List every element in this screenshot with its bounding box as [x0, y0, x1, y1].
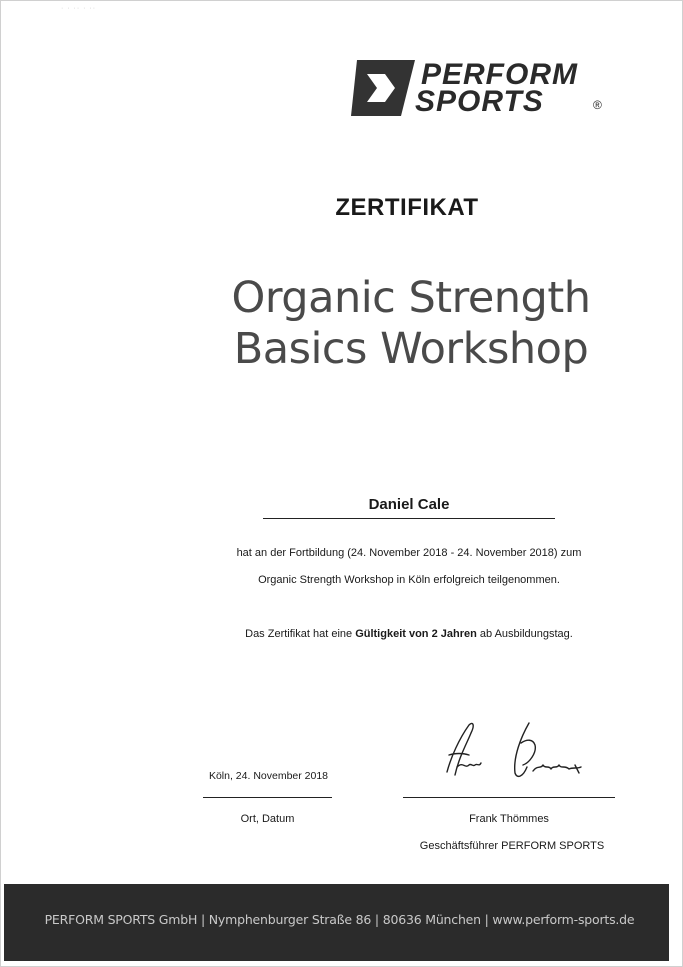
footer-bar: [4, 884, 669, 961]
certificate-title: ZERTIFIKAT: [335, 194, 479, 221]
chevron-arrow-logo-icon: [349, 58, 419, 118]
place-date-label: Ort, Datum: [240, 813, 295, 825]
registered-mark: ®: [593, 98, 602, 112]
course-title-line-2: Basics Workshop: [233, 324, 589, 374]
perform-sports-logo: [349, 58, 639, 120]
participation-text-line-2: Organic Strength Workshop in Köln erfolgreich teilgenommen.: [258, 574, 560, 586]
handwritten-signature: [429, 717, 589, 787]
scan-mark: · · ·· · ··: [61, 5, 97, 12]
place-date-line: [203, 797, 332, 798]
validity-prefix: Das Zertifikat hat eine: [245, 628, 356, 640]
footer-company-info: PERFORM SPORTS GmbH | Nymphenburger Straße 86 | 80636 München | www.perform-sports.de: [44, 912, 635, 927]
signer-name: Frank Thömmes: [469, 813, 549, 825]
logo-text-sports: SPORTS: [415, 85, 544, 118]
place-date-value: Köln, 24. November 2018: [208, 770, 329, 782]
signature-line: [403, 797, 615, 798]
participant-underline: [263, 518, 555, 519]
validity-suffix: ab Ausbildungstag.: [476, 628, 573, 640]
course-title-line-1: Organic Strength: [231, 273, 591, 323]
participant-name: Daniel Cale: [368, 496, 450, 513]
validity-text: [151, 628, 667, 640]
logo-text-perform: PERFORM: [421, 58, 578, 91]
validity-duration: Gültigkeit von 2 Jahren: [355, 628, 477, 640]
signer-role: Geschäftsführer PERFORM SPORTS: [419, 840, 605, 852]
course-title: [201, 273, 621, 375]
participation-text-line-1: hat an der Fortbildung (24. November 2018 - 24. November 2018) zum: [236, 547, 582, 559]
